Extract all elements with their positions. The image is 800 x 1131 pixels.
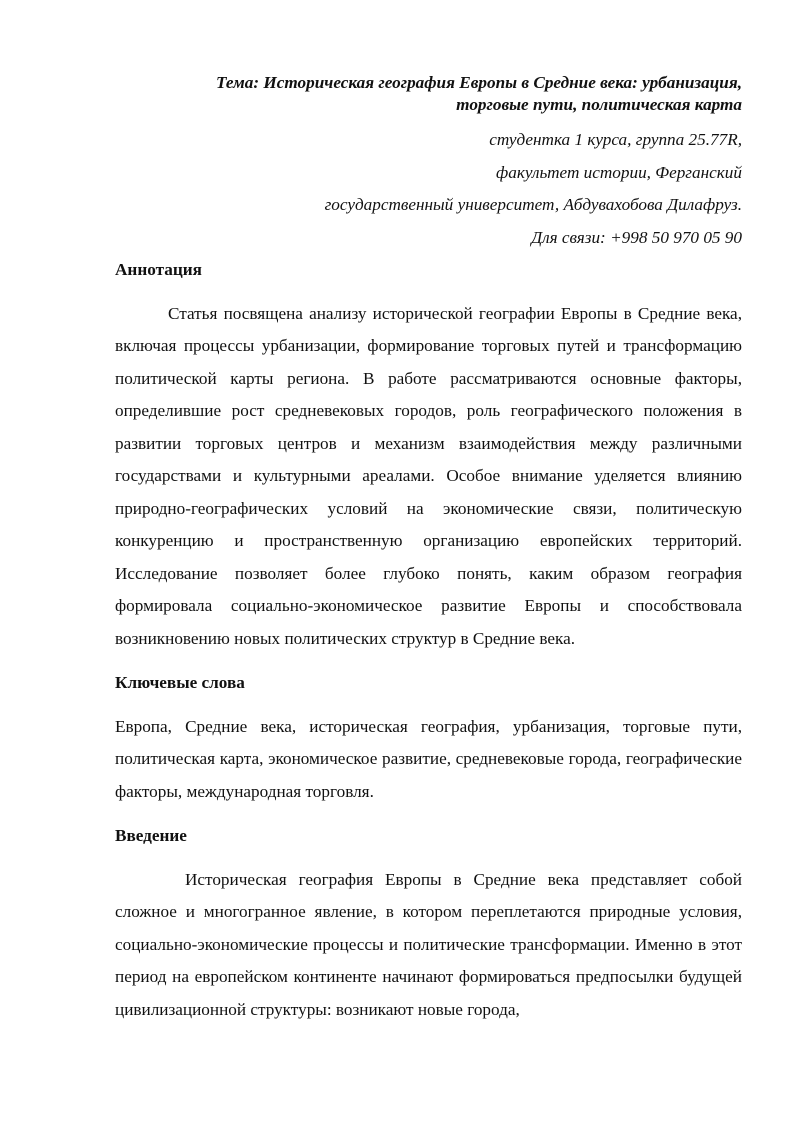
- contact-line: Для связи: +998 50 970 05 90: [531, 227, 742, 247]
- spacer: [115, 655, 742, 667]
- author-info: [115, 124, 742, 254]
- introduction-heading: Введение: [115, 826, 187, 845]
- keywords-heading: Ключевые слова: [115, 673, 245, 692]
- introduction-text: Историческая география Европы в Средние века представляет собой сложное и многогранное явление, в котором переплетаются природные условия, социально-экономические процессы и политические трансформации. Именно в этот период на европейском континенте начинают формироваться предпосылки будущей цивилизационной структуры: возникают новые города,: [115, 869, 742, 1019]
- spacer: [115, 853, 742, 864]
- keywords-text: Европа, Средние века, историческая география, урбанизация, торговые пути, политическая карта, экономическое развитие, средневековые города, географические факторы, международная торговля.: [115, 716, 742, 801]
- author-line-3: государственный университет, Абдувахобова Дилафруз.: [324, 195, 742, 214]
- title-line-2: торговые пути, политическая карта: [456, 95, 742, 114]
- spacer: [115, 287, 742, 298]
- document-page: [115, 72, 742, 1026]
- title-line-1: Тема: Историческая география Европы в Средние века: урбанизация,: [215, 73, 742, 92]
- abstract-heading: Аннотация: [115, 260, 202, 279]
- article-title: [115, 72, 742, 116]
- author-line-1: студентка 1 курса, группа 25.77R,: [489, 130, 742, 149]
- author-line-2: факультет истории, Ферганский: [496, 162, 742, 182]
- spacer: [115, 808, 742, 820]
- abstract-text: Статья посвящена анализу исторической географии Европы в Средние века, включая процессы урбанизации, формирование торговых путей и трансформацию политической карты региона. В работе рассматриваются основные факторы, определившие рост средневековых городов, роль географического положения в развитии торговых центров и механизм взаимодействия между различными государствами и культурными ареалами. Особое внимание уделяется влиянию природно-географических условий на экономические связи, политическую конкуренцию и пространственную организацию европейских территорий. Исследование позволяет более глубоко понять, каким образом география формировала социально-экономическое развитие Европы и способствовала возникновению новых политических структур в Средние века.: [115, 303, 742, 648]
- spacer: [115, 700, 742, 711]
